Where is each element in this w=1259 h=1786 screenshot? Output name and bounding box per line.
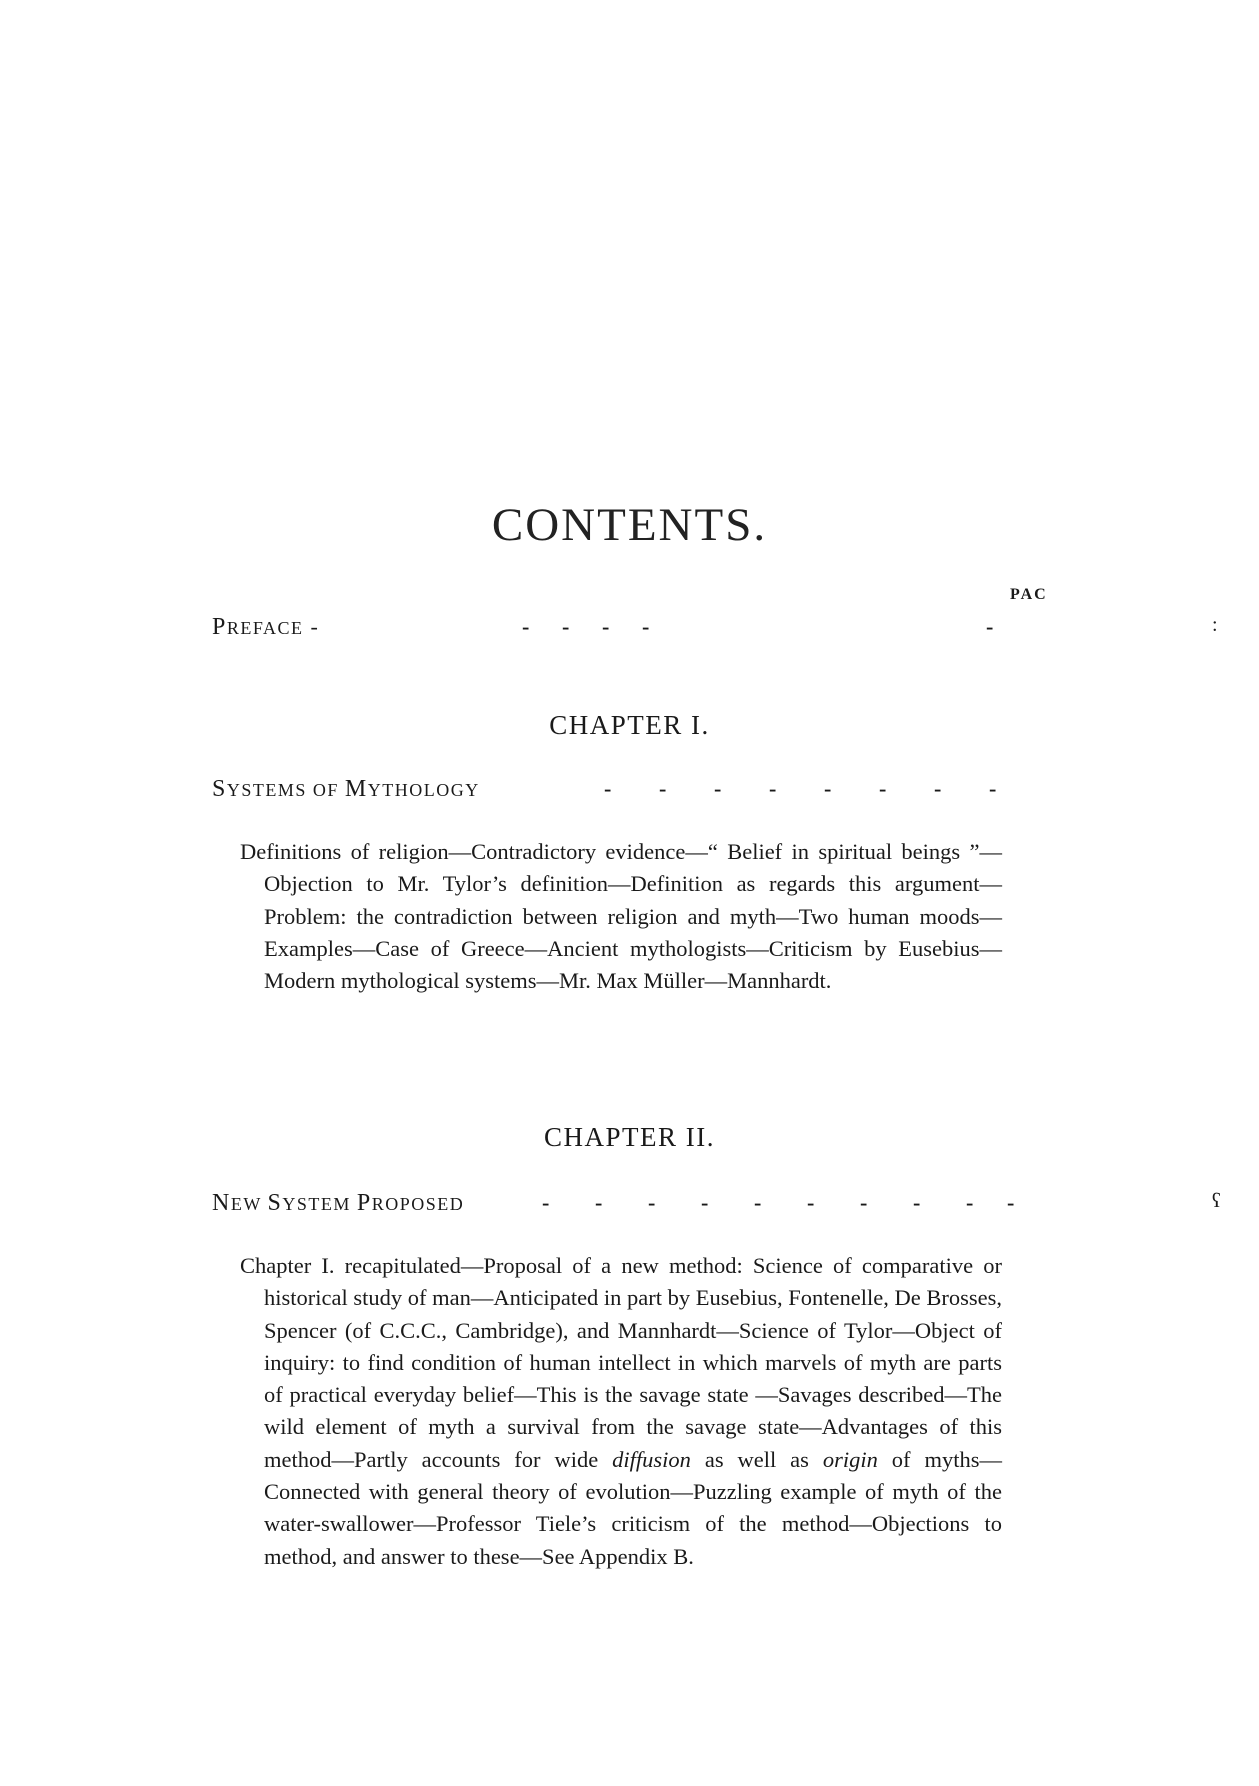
page-column-label: PAC [1010,586,1048,603]
leader-dash: - [754,1190,762,1215]
chapter-heading: CHAPTER I. [549,710,710,740]
leader-dash: - [966,1190,974,1215]
chapter-summary: Definitions of religion—Contradictory evidence—“ Belief in spiritual beings ”—Objection to Mr. Tylor’s definition—Definition as regards this argument—Problem: the contradiction between religion and myth—Two human moods—Examples—Case of Greece—Ancient mythologists—Criticism by Eusebius—Modern mythological systems—Mr. Max Müller—Mannhardt. [240,839,1002,994]
chapter-heading: CHAPTER II. [544,1122,715,1152]
leader-dash: - [648,1190,656,1215]
toc-entry-label: NEW SYSTEM PROPOSED [212,1190,465,1216]
leader-dash: - [659,776,667,801]
leader-dash: - [562,614,570,639]
toc-entry-systems-of-mythology[interactable] [212,776,1012,816]
leader-dash: - [542,1190,550,1215]
chapter-summary: Chapter I. recapitulated—Proposal of a new method: Science of comparative or historical study of man—Anticipated in part by Eusebius, Fontenelle, De Brosses, Spencer (of C.C.C., Cambridge), and Mannhardt—Science of Tylor—Object of inquiry: to find condition of human intellect in which marvels of myth are parts of practical everyday belief—This is the savage state —Savages described—The wild element of myth a survival from the savage state—Advantages of this method—Partly accounts for wide diffusion as well as origin of myths—Connected with general theory of evolution—Puzzling example of myth of the water-swallower—Professor Tiele’s criticism of the method—Objections to method, and answer to these—See Appendix B. [240,1253,1002,1569]
toc-page-number: : [1212,614,1218,636]
leader-dash: - [934,776,942,801]
leader-dash: - [807,1190,815,1215]
leader-dash: - [824,776,832,801]
toc-page-number: ʕ [1212,1190,1221,1212]
toc-entry-label: PREFACE - [212,614,320,640]
leader-dash: - [986,614,994,639]
toc-entry-label: SYSTEMS OF MYTHOLOGY [212,776,480,802]
leader-dash: - [602,614,610,639]
toc-entry-preface[interactable] [212,614,1218,654]
leader-dash: - [913,1190,921,1215]
leader-dash: - [642,614,650,639]
leader-dash: - [522,614,530,639]
leader-dash: - [989,776,997,801]
leader-dash: - [701,1190,709,1215]
leader-dash: - [604,776,612,801]
leader-dash: - [769,776,777,801]
page-title: CONTENTS. [491,499,768,551]
leader-dash: - [860,1190,868,1215]
leader-dash: - [714,776,722,801]
leader-dash: - [879,776,887,801]
leader-dash: - [595,1190,603,1215]
leader-dash: - [1007,1190,1015,1215]
toc-entry-new-system-proposed[interactable] [212,1190,1221,1230]
